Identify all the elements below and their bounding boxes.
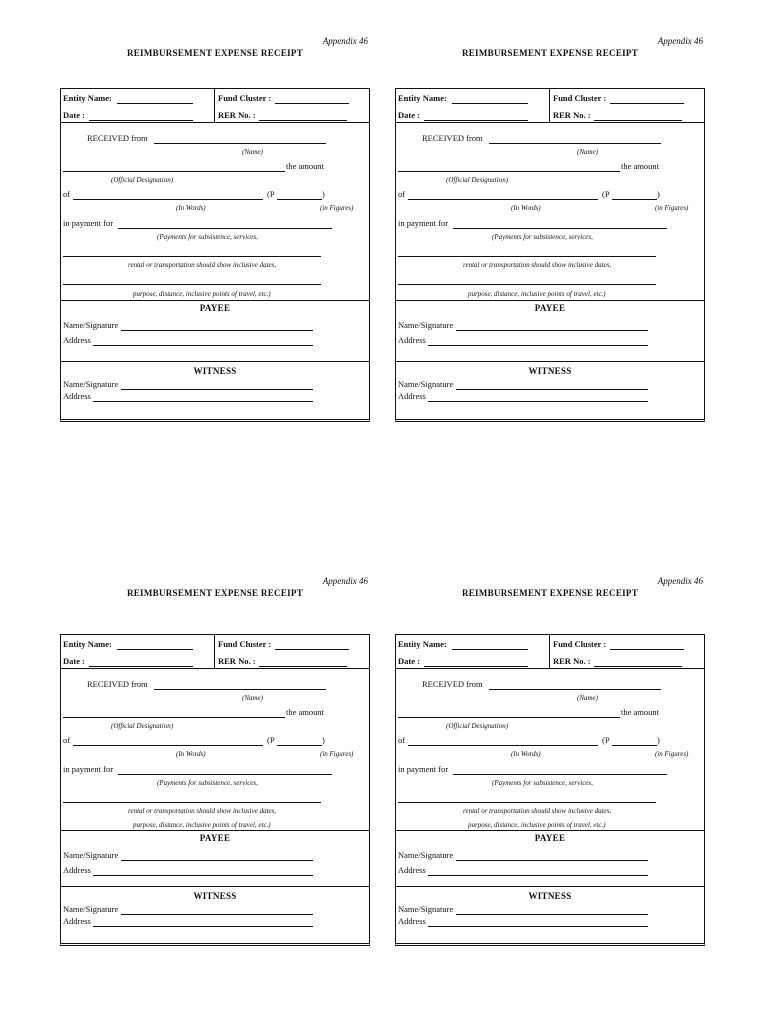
header-divider [214, 89, 215, 122]
witness-name-field[interactable] [456, 389, 648, 390]
rer-no-label: RER No. : [218, 110, 256, 120]
designation-field[interactable] [63, 717, 285, 718]
payment-for-label: in payment for [63, 764, 114, 774]
designation-hint: (Official Designation) [111, 722, 174, 730]
fund-cluster-label: Fund Cluster : [553, 93, 607, 103]
amount-words-field[interactable] [408, 199, 598, 200]
p-close: ) [322, 189, 325, 199]
fund-cluster-field[interactable] [610, 103, 684, 104]
amount-figures-field[interactable] [612, 745, 657, 746]
fund-cluster-field[interactable] [275, 103, 349, 104]
form-title: REIMBURSEMENT EXPENSE RECEIPT [461, 48, 639, 58]
form-header [396, 635, 704, 669]
witness-address-label: Address [398, 391, 426, 401]
designation-field[interactable] [398, 171, 620, 172]
payment-for-field[interactable] [453, 228, 667, 229]
received-section [396, 123, 704, 301]
witness-address-label: Address [398, 916, 426, 926]
p-close: ) [657, 189, 660, 199]
rer-no-field[interactable] [259, 120, 347, 121]
witness-section [61, 887, 369, 943]
received-section [61, 669, 369, 831]
entity-name-label: Entity Name: [63, 639, 112, 649]
form-box [60, 634, 370, 946]
of-label: of [398, 735, 406, 745]
payment-hint-1: (Payments for subsistence, services, [157, 779, 258, 787]
in-words-hint: (In Words) [511, 204, 541, 212]
form-header [61, 635, 369, 669]
payment-for-label: in payment for [398, 764, 449, 774]
fund-cluster-field[interactable] [610, 649, 684, 650]
name-field[interactable] [489, 689, 661, 690]
payment-line-2[interactable] [398, 802, 656, 803]
payment-hint-2: rental or transportation should show inclusive dates, [463, 807, 612, 815]
rer-no-field[interactable] [594, 666, 682, 667]
payment-line-2[interactable] [398, 256, 656, 257]
form-title: REIMBURSEMENT EXPENSE RECEIPT [126, 48, 304, 58]
form-header [396, 89, 704, 123]
p-open: (P [602, 735, 610, 745]
witness-title: WITNESS [528, 891, 572, 901]
name-field[interactable] [154, 689, 326, 690]
form-box [395, 88, 705, 422]
rer-no-field[interactable] [259, 666, 347, 667]
fund-cluster-label: Fund Cluster : [218, 93, 272, 103]
name-field[interactable] [154, 143, 326, 144]
witness-section [61, 362, 369, 419]
witness-name-label: Name/Signature [63, 904, 119, 914]
witness-address-field[interactable] [93, 401, 313, 402]
payee-name-field[interactable] [121, 330, 313, 331]
received-section [396, 669, 704, 831]
rer-no-label: RER No. : [218, 656, 256, 666]
name-field[interactable] [489, 143, 661, 144]
payee-name-label: Name/Signature [63, 850, 119, 860]
designation-field[interactable] [398, 717, 620, 718]
payment-for-field[interactable] [118, 228, 332, 229]
p-open: (P [267, 735, 275, 745]
in-words-hint: (In Words) [511, 750, 541, 758]
payee-address-field[interactable] [428, 345, 648, 346]
rer-no-field[interactable] [594, 120, 682, 121]
payee-section [61, 831, 369, 887]
payee-name-field[interactable] [121, 860, 313, 861]
payment-hint-2: rental or transportation should show inclusive dates, [128, 261, 277, 269]
payee-address-field[interactable] [428, 875, 648, 876]
date-label: Date : [63, 110, 85, 120]
witness-address-field[interactable] [428, 401, 648, 402]
witness-title: WITNESS [193, 891, 237, 901]
date-label: Date : [398, 656, 420, 666]
name-hint: (Name) [242, 694, 263, 702]
payee-title: PAYEE [199, 833, 231, 843]
payment-for-label: in payment for [63, 218, 114, 228]
amount-label: the amount [286, 707, 325, 717]
witness-section [396, 887, 704, 943]
rer-no-label: RER No. : [553, 656, 591, 666]
designation-hint: (Official Designation) [446, 722, 509, 730]
payment-line-3[interactable] [398, 284, 656, 285]
amount-label: the amount [286, 161, 325, 171]
date-label: Date : [63, 656, 85, 666]
entity-name-label: Entity Name: [398, 639, 447, 649]
witness-title: WITNESS [193, 366, 237, 376]
payment-for-field[interactable] [118, 774, 332, 775]
payment-hint-1: (Payments for subsistence, services, [157, 233, 258, 241]
entity-name-field[interactable] [117, 103, 193, 104]
entity-name-label: Entity Name: [398, 93, 447, 103]
payment-for-field[interactable] [453, 774, 667, 775]
payee-title: PAYEE [534, 303, 566, 313]
date-field[interactable] [89, 120, 193, 121]
payee-address-label: Address [398, 335, 426, 345]
entity-name-field[interactable] [452, 649, 528, 650]
form-box [395, 634, 705, 946]
in-words-hint: (In Words) [176, 204, 206, 212]
p-open: (P [267, 189, 275, 199]
witness-address-field[interactable] [93, 926, 313, 927]
date-label: Date : [398, 110, 420, 120]
received-from-label: RECEIVED from [87, 679, 148, 689]
form-title: REIMBURSEMENT EXPENSE RECEIPT [126, 588, 304, 598]
designation-field[interactable] [63, 171, 285, 172]
designation-hint: (Official Designation) [446, 176, 509, 184]
header-divider [214, 635, 215, 668]
payee-section [396, 301, 704, 362]
payee-name-label: Name/Signature [63, 320, 119, 330]
payment-hint-3: purpose, distance, inclusive points of travel, etc.) [133, 290, 271, 298]
payment-hint-2: rental or transportation should show inclusive dates, [463, 261, 612, 269]
amount-label: the amount [621, 161, 660, 171]
amount-figures-field[interactable] [277, 745, 322, 746]
amount-figures-field[interactable] [277, 199, 322, 200]
witness-name-field[interactable] [456, 914, 648, 915]
header-divider [549, 89, 550, 122]
payee-name-field[interactable] [456, 330, 648, 331]
in-figures-hint: (in Figures) [320, 204, 354, 212]
date-field[interactable] [424, 666, 528, 667]
of-label: of [398, 189, 406, 199]
payment-hint-3: purpose, distance, inclusive points of travel, etc.) [133, 821, 271, 829]
received-from-label: RECEIVED from [87, 133, 148, 143]
payee-address-label: Address [63, 335, 91, 345]
amount-words-field[interactable] [408, 745, 598, 746]
witness-address-label: Address [63, 391, 91, 401]
payment-line-2[interactable] [63, 802, 321, 803]
form-box [60, 88, 370, 422]
p-close: ) [657, 735, 660, 745]
in-figures-hint: (in Figures) [655, 204, 689, 212]
payee-name-label: Name/Signature [398, 850, 454, 860]
rer-no-label: RER No. : [553, 110, 591, 120]
in-figures-hint: (in Figures) [320, 750, 354, 758]
payee-name-field[interactable] [456, 860, 648, 861]
fund-cluster-field[interactable] [275, 649, 349, 650]
amount-words-field[interactable] [73, 199, 263, 200]
witness-name-label: Name/Signature [398, 379, 454, 389]
appendix-label: Appendix 46 [322, 36, 368, 46]
witness-section [396, 362, 704, 419]
in-figures-hint: (in Figures) [655, 750, 689, 758]
p-close: ) [322, 735, 325, 745]
amount-label: the amount [621, 707, 660, 717]
name-hint: (Name) [242, 148, 263, 156]
payee-title: PAYEE [199, 303, 231, 313]
witness-address-label: Address [63, 916, 91, 926]
payment-hint-3: purpose, distance, inclusive points of travel, etc.) [468, 290, 606, 298]
fund-cluster-label: Fund Cluster : [218, 639, 272, 649]
witness-name-field[interactable] [121, 389, 313, 390]
appendix-label: Appendix 46 [657, 36, 703, 46]
payment-hint-1: (Payments for subsistence, services, [492, 233, 593, 241]
payee-address-label: Address [63, 865, 91, 875]
received-from-label: RECEIVED from [422, 133, 483, 143]
appendix-label: Appendix 46 [322, 576, 368, 586]
witness-name-field[interactable] [121, 914, 313, 915]
entity-name-field[interactable] [117, 649, 193, 650]
amount-figures-field[interactable] [612, 199, 657, 200]
payment-line-2[interactable] [63, 256, 321, 257]
payment-line-3[interactable] [63, 284, 321, 285]
payee-address-field[interactable] [93, 345, 313, 346]
payee-address-field[interactable] [93, 875, 313, 876]
payee-address-label: Address [398, 865, 426, 875]
of-label: of [63, 189, 71, 199]
witness-address-field[interactable] [428, 926, 648, 927]
payee-name-label: Name/Signature [398, 320, 454, 330]
payee-section [396, 831, 704, 887]
payment-hint-2: rental or transportation should show inclusive dates, [128, 807, 277, 815]
witness-title: WITNESS [528, 366, 572, 376]
payee-section [61, 301, 369, 362]
payment-hint-1: (Payments for subsistence, services, [492, 779, 593, 787]
received-from-label: RECEIVED from [422, 679, 483, 689]
payment-hint-3: purpose, distance, inclusive points of travel, etc.) [468, 821, 606, 829]
designation-hint: (Official Designation) [111, 176, 174, 184]
witness-name-label: Name/Signature [398, 904, 454, 914]
date-field[interactable] [424, 120, 528, 121]
name-hint: (Name) [577, 694, 598, 702]
entity-name-field[interactable] [452, 103, 528, 104]
of-label: of [63, 735, 71, 745]
payee-title: PAYEE [534, 833, 566, 843]
in-words-hint: (In Words) [176, 750, 206, 758]
form-title: REIMBURSEMENT EXPENSE RECEIPT [461, 588, 639, 598]
entity-name-label: Entity Name: [63, 93, 112, 103]
form-header [61, 89, 369, 123]
header-divider [549, 635, 550, 668]
p-open: (P [602, 189, 610, 199]
payment-for-label: in payment for [398, 218, 449, 228]
received-section [61, 123, 369, 301]
date-field[interactable] [89, 666, 193, 667]
witness-name-label: Name/Signature [63, 379, 119, 389]
name-hint: (Name) [577, 148, 598, 156]
fund-cluster-label: Fund Cluster : [553, 639, 607, 649]
appendix-label: Appendix 46 [657, 576, 703, 586]
amount-words-field[interactable] [73, 745, 263, 746]
